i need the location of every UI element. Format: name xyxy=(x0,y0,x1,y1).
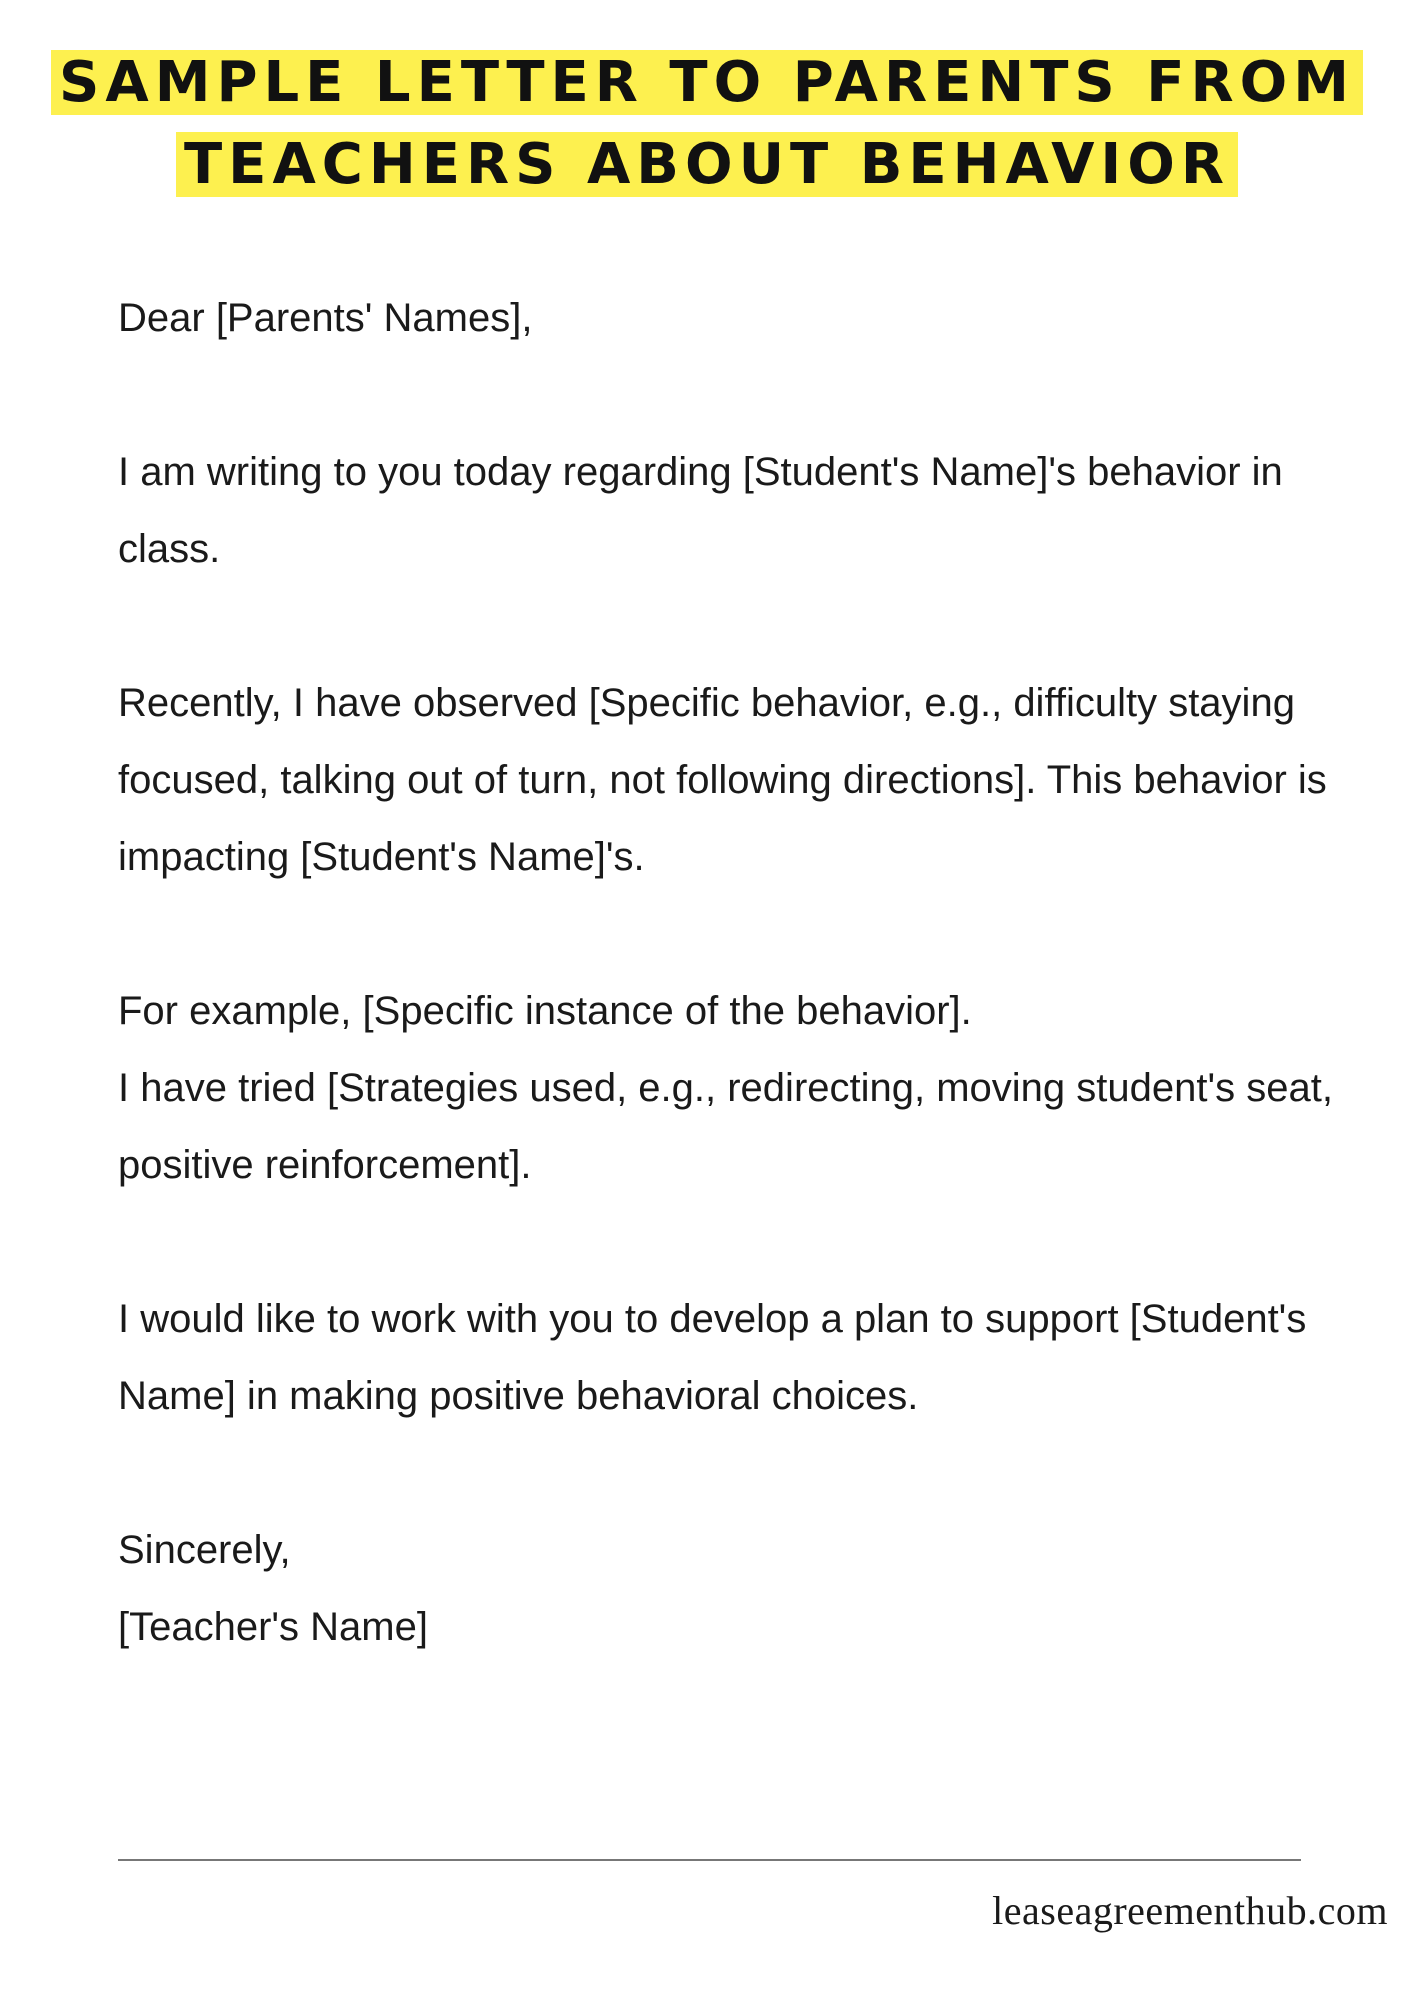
paragraph-plan: I would like to work with you to develop a plan to support [Student's Name] in making positive behavioral choices. xyxy=(118,1297,1307,1418)
paragraph-spacer xyxy=(118,357,1338,434)
paragraph-example: For example, [Specific instance of the behavior]. xyxy=(118,989,972,1033)
signature: [Teacher's Name] xyxy=(118,1605,428,1649)
footer-divider xyxy=(118,1859,1301,1861)
paragraph-spacer xyxy=(118,588,1338,665)
paragraph-spacer xyxy=(118,1204,1338,1281)
footer-site-name: leaseagreementhub.com xyxy=(992,1888,1388,1933)
closing: Sincerely, xyxy=(118,1528,291,1572)
page-title xyxy=(0,42,1414,206)
paragraph-spacer xyxy=(118,896,1338,973)
letter-body xyxy=(118,280,1338,1666)
paragraph-spacer xyxy=(118,1435,1338,1512)
title-line-1: SAMPLE LETTER TO PARENTS FROM xyxy=(51,50,1363,115)
salutation: Dear [Parents' Names], xyxy=(118,296,533,340)
paragraph-strategies: I have tried [Strategies used, e.g., redirecting, moving student's seat, positive reinforcement]. xyxy=(118,1066,1333,1187)
paragraph-intro: I am writing to you today regarding [Student's Name]'s behavior in class. xyxy=(118,450,1283,571)
title-line-2: TEACHERS ABOUT BEHAVIOR xyxy=(176,132,1238,197)
paragraph-observation: Recently, I have observed [Specific behavior, e.g., difficulty staying focused, talking out of turn, not following directions]. This behavior is impacting [Student's Name]'s. xyxy=(118,681,1327,879)
